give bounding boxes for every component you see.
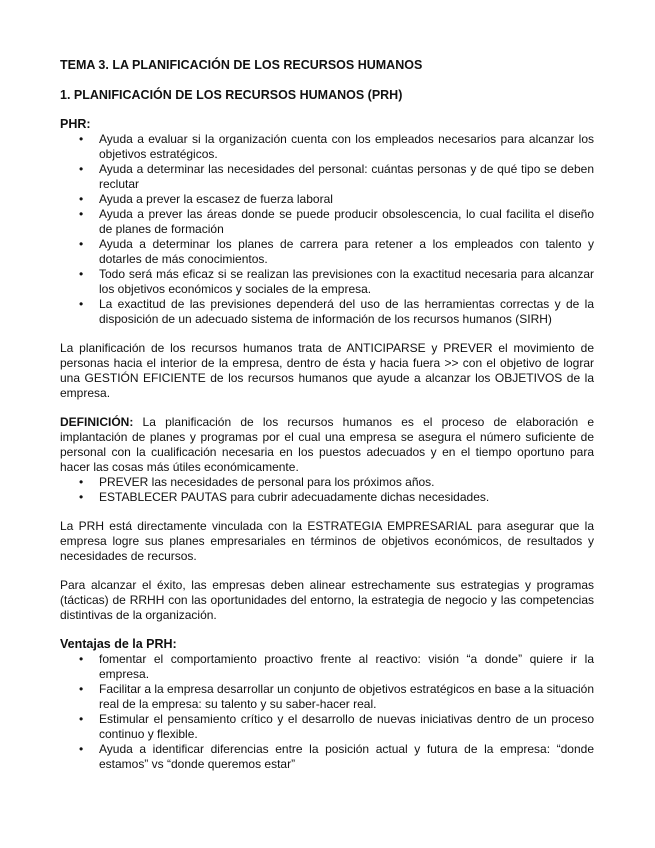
list-item: • ESTABLECER PAUTAS para cubrir adecuadamente dichas necesidades. — [79, 490, 594, 505]
section-title: 1. PLANIFICACIÓN DE LOS RECURSOS HUMANOS (PRH) — [60, 88, 403, 102]
list-item: • Ayuda a prever las áreas donde se puede producir obsolescencia, lo cual facilita el diseño de planes de formación — [79, 207, 594, 237]
definition-text: La planificación de los recursos humanos es el proceso de elaboración e implantación de planes y programas por el cual una empresa se asegura el número suficiente de personal con la cualificación necesaria en los puestos adecuados y en el tiempo oportuno para hacer las cosas más útiles económicamente. — [60, 415, 594, 474]
paragraph-anticipar: La planificación de los recursos humanos trata de ANTICIPARSE y PREVER el movimiento de personas hacia el interior de la empresa, dentro de ésta y hacia fuera >> con el objetivo de lograr una GESTIÓN EFICIENTE de los recursos humanos que ayude a alcanzar los OBJETIVOS de la empresa. — [60, 341, 594, 400]
phr-list — [60, 132, 594, 327]
list-item: • Estimular el pensamiento crítico y el desarrollo de nuevas iniciativas dentro de un proceso continuo y flexible. — [79, 712, 594, 742]
paragraph-exito: Para alcanzar el éxito, las empresas deben alinear estrechamente sus estrategias y programas (tácticas) de RRHH con las oportunidades del entorno, la estrategia de negocio y las competencias distintivas de la organización. — [60, 578, 594, 622]
list-item: • La exactitud de las previsiones dependerá del uso de las herramientas correctas y de la disposición de un adecuado sistema de información de los recursos humanos (SIRH) — [79, 297, 594, 327]
list-item: • fomentar el comportamiento proactivo frente al reactivo: visión “a donde” quiere ir la empresa. — [79, 652, 594, 682]
document-title: TEMA 3. LA PLANIFICACIÓN DE LOS RECURSOS HUMANOS — [60, 58, 423, 72]
definition-label: DEFINICIÓN: — [60, 415, 134, 429]
ventajas-list — [60, 652, 594, 772]
document-page — [60, 58, 594, 772]
definition-paragraph — [60, 415, 594, 475]
list-item: • Ayuda a prever la escasez de fuerza laboral — [79, 192, 594, 207]
definition-list — [60, 475, 594, 505]
list-item: • Ayuda a determinar las necesidades del personal: cuántas personas y de qué tipo se deben reclutar — [79, 162, 594, 192]
list-item: • Ayuda a determinar los planes de carrera para retener a los empleados con talento y dotarles de más conocimientos. — [79, 237, 594, 267]
ventajas-heading: Ventajas de la PRH: — [60, 637, 177, 651]
phr-heading: PHR: — [60, 117, 91, 131]
list-item: • Facilitar a la empresa desarrollar un conjunto de objetivos estratégicos en base a la situación real de la empresa: su talento y su saber-hacer real. — [79, 682, 594, 712]
paragraph-estrategia: La PRH está directamente vinculada con la ESTRATEGIA EMPRESARIAL para asegurar que la empresa logre sus planes empresariales en términos de objetivos económicos, de resultados y necesidades de recursos. — [60, 519, 594, 563]
list-item: • Ayuda a identificar diferencias entre la posición actual y futura de la empresa: “donde estamos” vs “donde queremos estar” — [79, 742, 594, 772]
list-item: • Ayuda a evaluar si la organización cuenta con los empleados necesarios para alcanzar los objetivos estratégicos. — [79, 132, 594, 162]
list-item: • Todo será más eficaz si se realizan las previsiones con la exactitud necesaria para alcanzar los objetivos económicos y sociales de la empresa. — [79, 267, 594, 297]
list-item: • PREVER las necesidades de personal para los próximos años. — [79, 475, 594, 490]
